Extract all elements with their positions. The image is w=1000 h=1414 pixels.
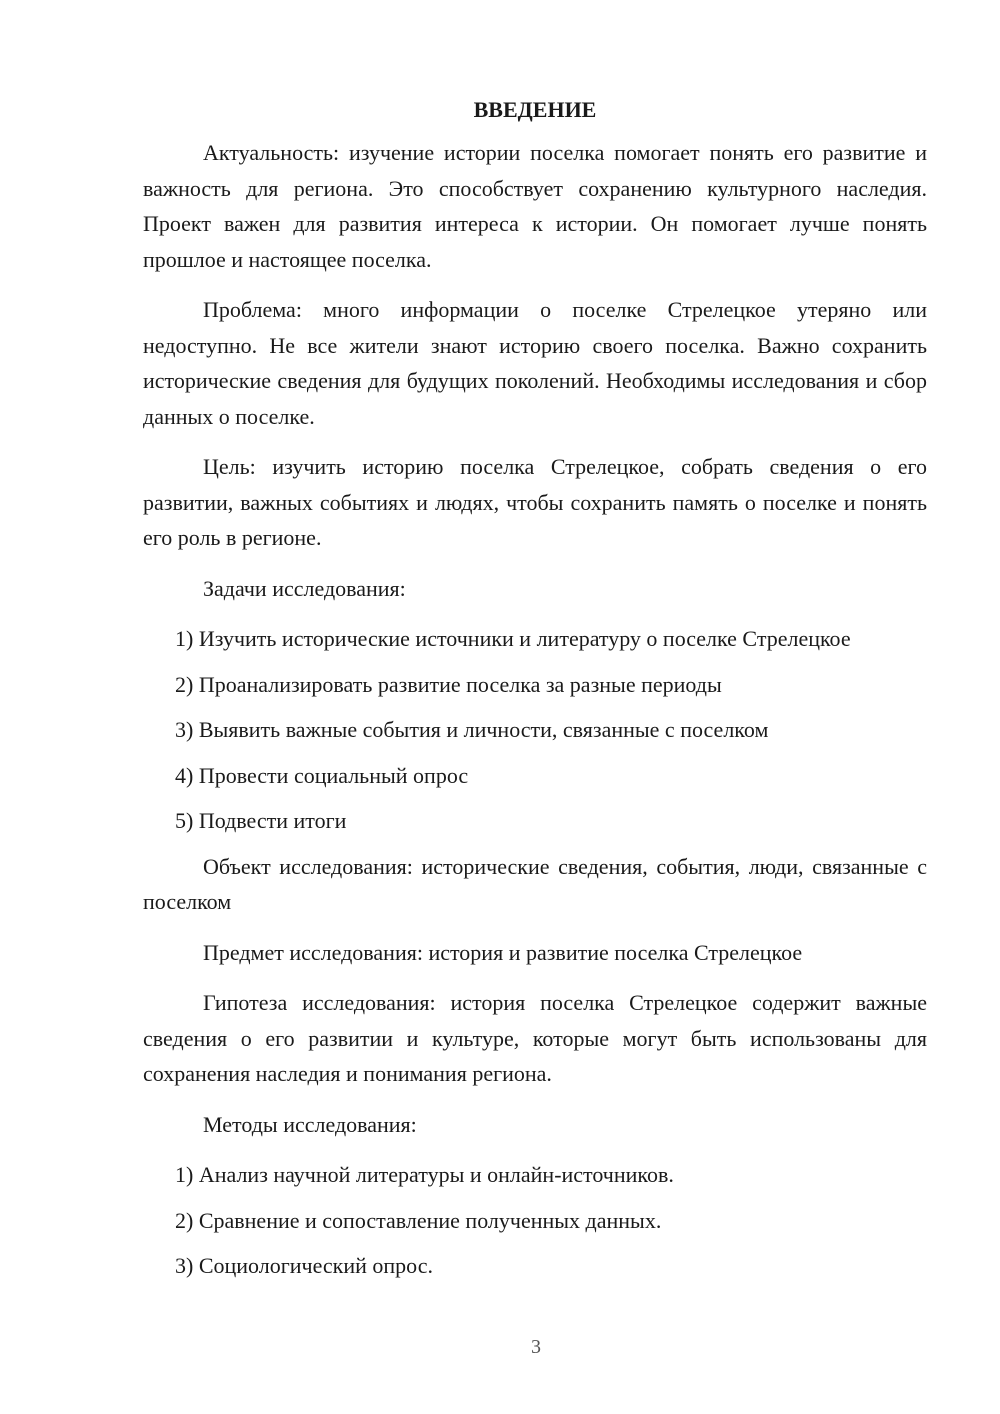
paragraph-object: Объект исследования: исторические сведения, события, люди, связанные с поселком xyxy=(143,853,927,914)
list-item-task: 2) Проанализировать развитие поселка за разные периоды xyxy=(175,671,722,697)
paragraph-methods-heading: Методы исследования: xyxy=(203,1111,417,1137)
list-item-task: 4) Провести социальный опрос xyxy=(175,762,469,788)
list-item-task: 1) Изучить исторические источники и литературу о поселке Стрелецкое xyxy=(175,626,851,651)
list-item-method: 2) Сравнение и сопоставление полученных данных. xyxy=(175,1207,662,1233)
paragraph-tasks-heading: Задачи исследования: xyxy=(203,575,406,601)
list-item-method: 3) Социологический опрос. xyxy=(175,1253,433,1278)
page-title: ВВЕДЕНИЕ xyxy=(473,97,597,122)
paragraph-subject: Предмет исследования: история и развитие поселка Стрелецкое xyxy=(203,939,803,965)
paragraph-goal: Цель: изучить историю поселка Стрелецкое, собрать сведения о его развитии, важных событиях и людях, чтобы сохранить память о поселке и понять его роль в регионе. xyxy=(143,454,927,550)
list-item-method: 1) Анализ научной литературы и онлайн-источников. xyxy=(175,1162,674,1187)
list-item-task: 3) Выявить важные события и личности, связанные с поселком xyxy=(175,717,769,742)
paragraph-hypothesis: Гипотеза исследования: история поселка Стрелецкое содержит важные сведения о его развитии и культуре, которые могут быть использованы для сохранения наследия и понимания региона. xyxy=(143,990,927,1086)
paragraph-relevance: Актуальность: изучение истории поселка помогает понять его развитие и важность для региона. Это способствует сохранению культурного наследия. Проект важен для развития интереса к истории. Он помогает лучше понять прошлое и настоящее поселка. xyxy=(143,140,927,272)
paragraph-problem: Проблема: много информации о поселке Стрелецкое утеряно или недоступно. Не все жители знают историю своего поселка. Важно сохранить исторические сведения для будущих поколений. Необходимы исследования и сбор данных о поселке. xyxy=(143,297,927,429)
page-number: 3 xyxy=(531,1336,541,1358)
document-body xyxy=(143,92,927,1284)
list-item-task: 5) Подвести итоги xyxy=(175,808,347,833)
